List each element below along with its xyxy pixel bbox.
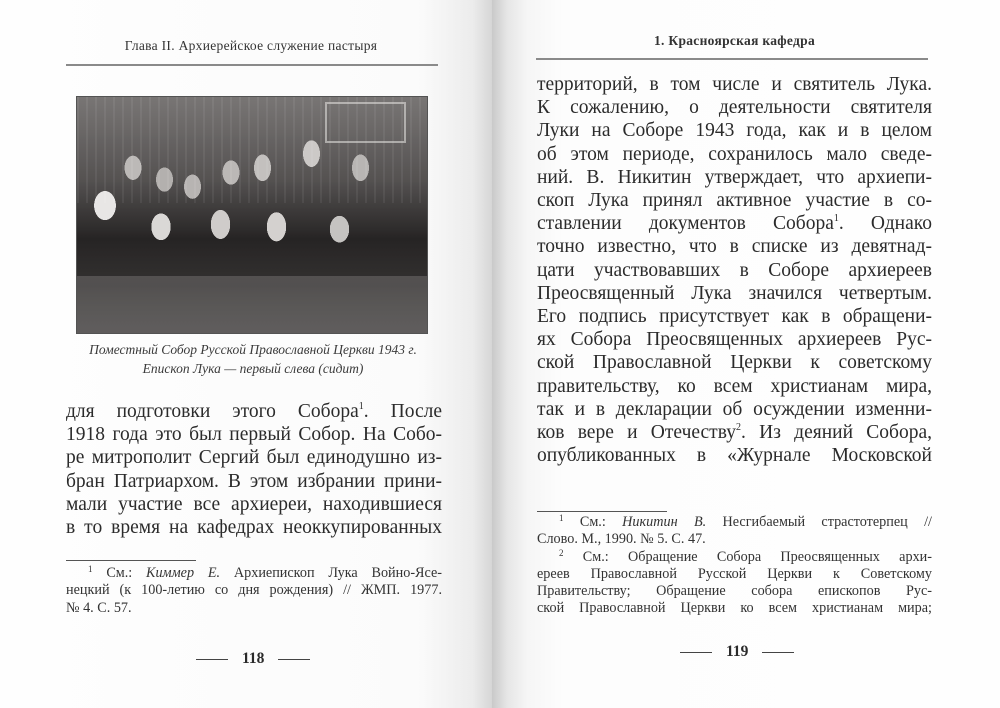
- footnote-number: 1: [88, 564, 93, 574]
- folio-dash: [278, 659, 310, 660]
- footnote-number: 2: [559, 547, 564, 558]
- footnote-ref[interactable]: 1: [358, 401, 364, 412]
- footnote-ref[interactable]: 1: [833, 213, 839, 225]
- footnote-author: Киммер Е.: [146, 565, 221, 581]
- footnote-line: нецкий (к 100-летию со дня рождения) // ЖМП. 1977.: [66, 582, 442, 599]
- footnote-line: ереев Православной Русской Церкви к Советскому: [537, 565, 932, 582]
- running-head-left: Глава II. Архиерейское служение пастыря: [124, 38, 378, 53]
- text-line: мали участие все архиереи, находившиеся: [66, 493, 442, 515]
- text-line: К сожалению, о деятельности святителя: [537, 97, 932, 119]
- header-rule: [66, 64, 438, 66]
- text-line: ях Собора Преосвященных архиереев Рус-: [537, 329, 932, 351]
- text-line: точно известно, что в списке из девятнад-: [537, 236, 932, 258]
- page-number: 118: [242, 650, 265, 667]
- running-head-right: 1. Красноярская кафедра: [653, 33, 816, 48]
- text-line: бран Патриархом. В этом избрании прини-: [66, 470, 442, 492]
- text-line: 1918 года это был первый Собор. На Собо-: [66, 424, 442, 446]
- text-line: опубликованных в «Журнале Московской: [537, 445, 932, 467]
- text-line: цати участвовавших в Соборе архиереев: [537, 259, 932, 281]
- caption-line: Поместный Собор Русской Православной Церкви 1943 г.: [89, 342, 417, 357]
- page-number: 119: [726, 643, 749, 660]
- footnotes-right: [537, 514, 932, 618]
- footnotes-left: [66, 565, 442, 617]
- text-line: ставлении документов Собора$^1$. Однако: [537, 213, 932, 235]
- text-line: в то время на кафедрах неоккупированных: [66, 517, 442, 539]
- text-line: территорий, в том числе и святитель Лука.: [537, 74, 932, 95]
- body-text-right: [537, 73, 932, 467]
- footnote-line: $^1$ См.: Никитин В. Несгибаемый страстотерпец //: [559, 513, 932, 530]
- footnote-line: № 4. С. 57.: [66, 599, 132, 616]
- photo-caption: [66, 340, 440, 378]
- text-line: ской Православной Церкви к советскому: [537, 352, 932, 374]
- folio-dash: [196, 659, 228, 660]
- folio-dash: [680, 652, 712, 653]
- left-page: [0, 0, 492, 708]
- footnote-line: Правительству; Обращение собора епископов Рус-: [537, 583, 932, 600]
- footnote-rule: [537, 511, 667, 512]
- footnote-ref[interactable]: 2: [736, 422, 741, 434]
- text-line: ре митрополит Сергий был единодушно из-: [66, 447, 442, 469]
- footnote-line: Слово. М., 1990. № 5. С. 47.: [537, 531, 706, 548]
- footnote-line: $^2$ См.: Обращение Собора Преосвященных архи-: [559, 547, 932, 565]
- footnote-rule: [66, 560, 196, 561]
- text-line: об этом периоде, сохранилось мало сведе-: [537, 143, 932, 165]
- text-line: ков вере и Отечеству$^2$. Из деяний Собора,: [537, 422, 932, 444]
- text-line: Преосвященный Лука значился четвертым.: [537, 282, 932, 304]
- page-number-left: [196, 650, 310, 668]
- text-line: правительству, ко всем христианам мира,: [537, 375, 932, 397]
- text-line: ний. В. Никитин утверждает, что архиепи-: [537, 166, 932, 188]
- caption-line: Епископ Лука — первый слева (сидит): [142, 361, 364, 376]
- folio-dash: [762, 652, 794, 653]
- footnote-number: 1: [559, 513, 564, 523]
- text-line: скоп Лука принял активное участие в со-: [537, 190, 932, 212]
- photo-picture-frame: [325, 102, 406, 144]
- text-line: для подготовки этого Собора$^1$. После: [66, 401, 442, 422]
- footnote-line: $^1$ См.: Киммер Е. Архиепископ Лука Войно-Ясе-: [88, 564, 442, 581]
- page-number-right: [680, 643, 794, 661]
- right-page: [492, 0, 1000, 708]
- text-line: Его подпись присутствует как в обращени-: [537, 306, 932, 328]
- historical-photo: [76, 96, 428, 334]
- text-line: так и в декларации об осуждении изменни-: [537, 398, 932, 420]
- footnote-author: Никитин В.: [622, 514, 707, 530]
- body-text-left: [66, 400, 442, 539]
- photo-table: [77, 276, 427, 333]
- header-rule: [536, 58, 928, 60]
- text-line: Луки на Соборе 1943 года, как и в целом: [537, 120, 932, 142]
- footnote-line: ской Православной Церкви ко всем христианам мира;: [537, 600, 932, 617]
